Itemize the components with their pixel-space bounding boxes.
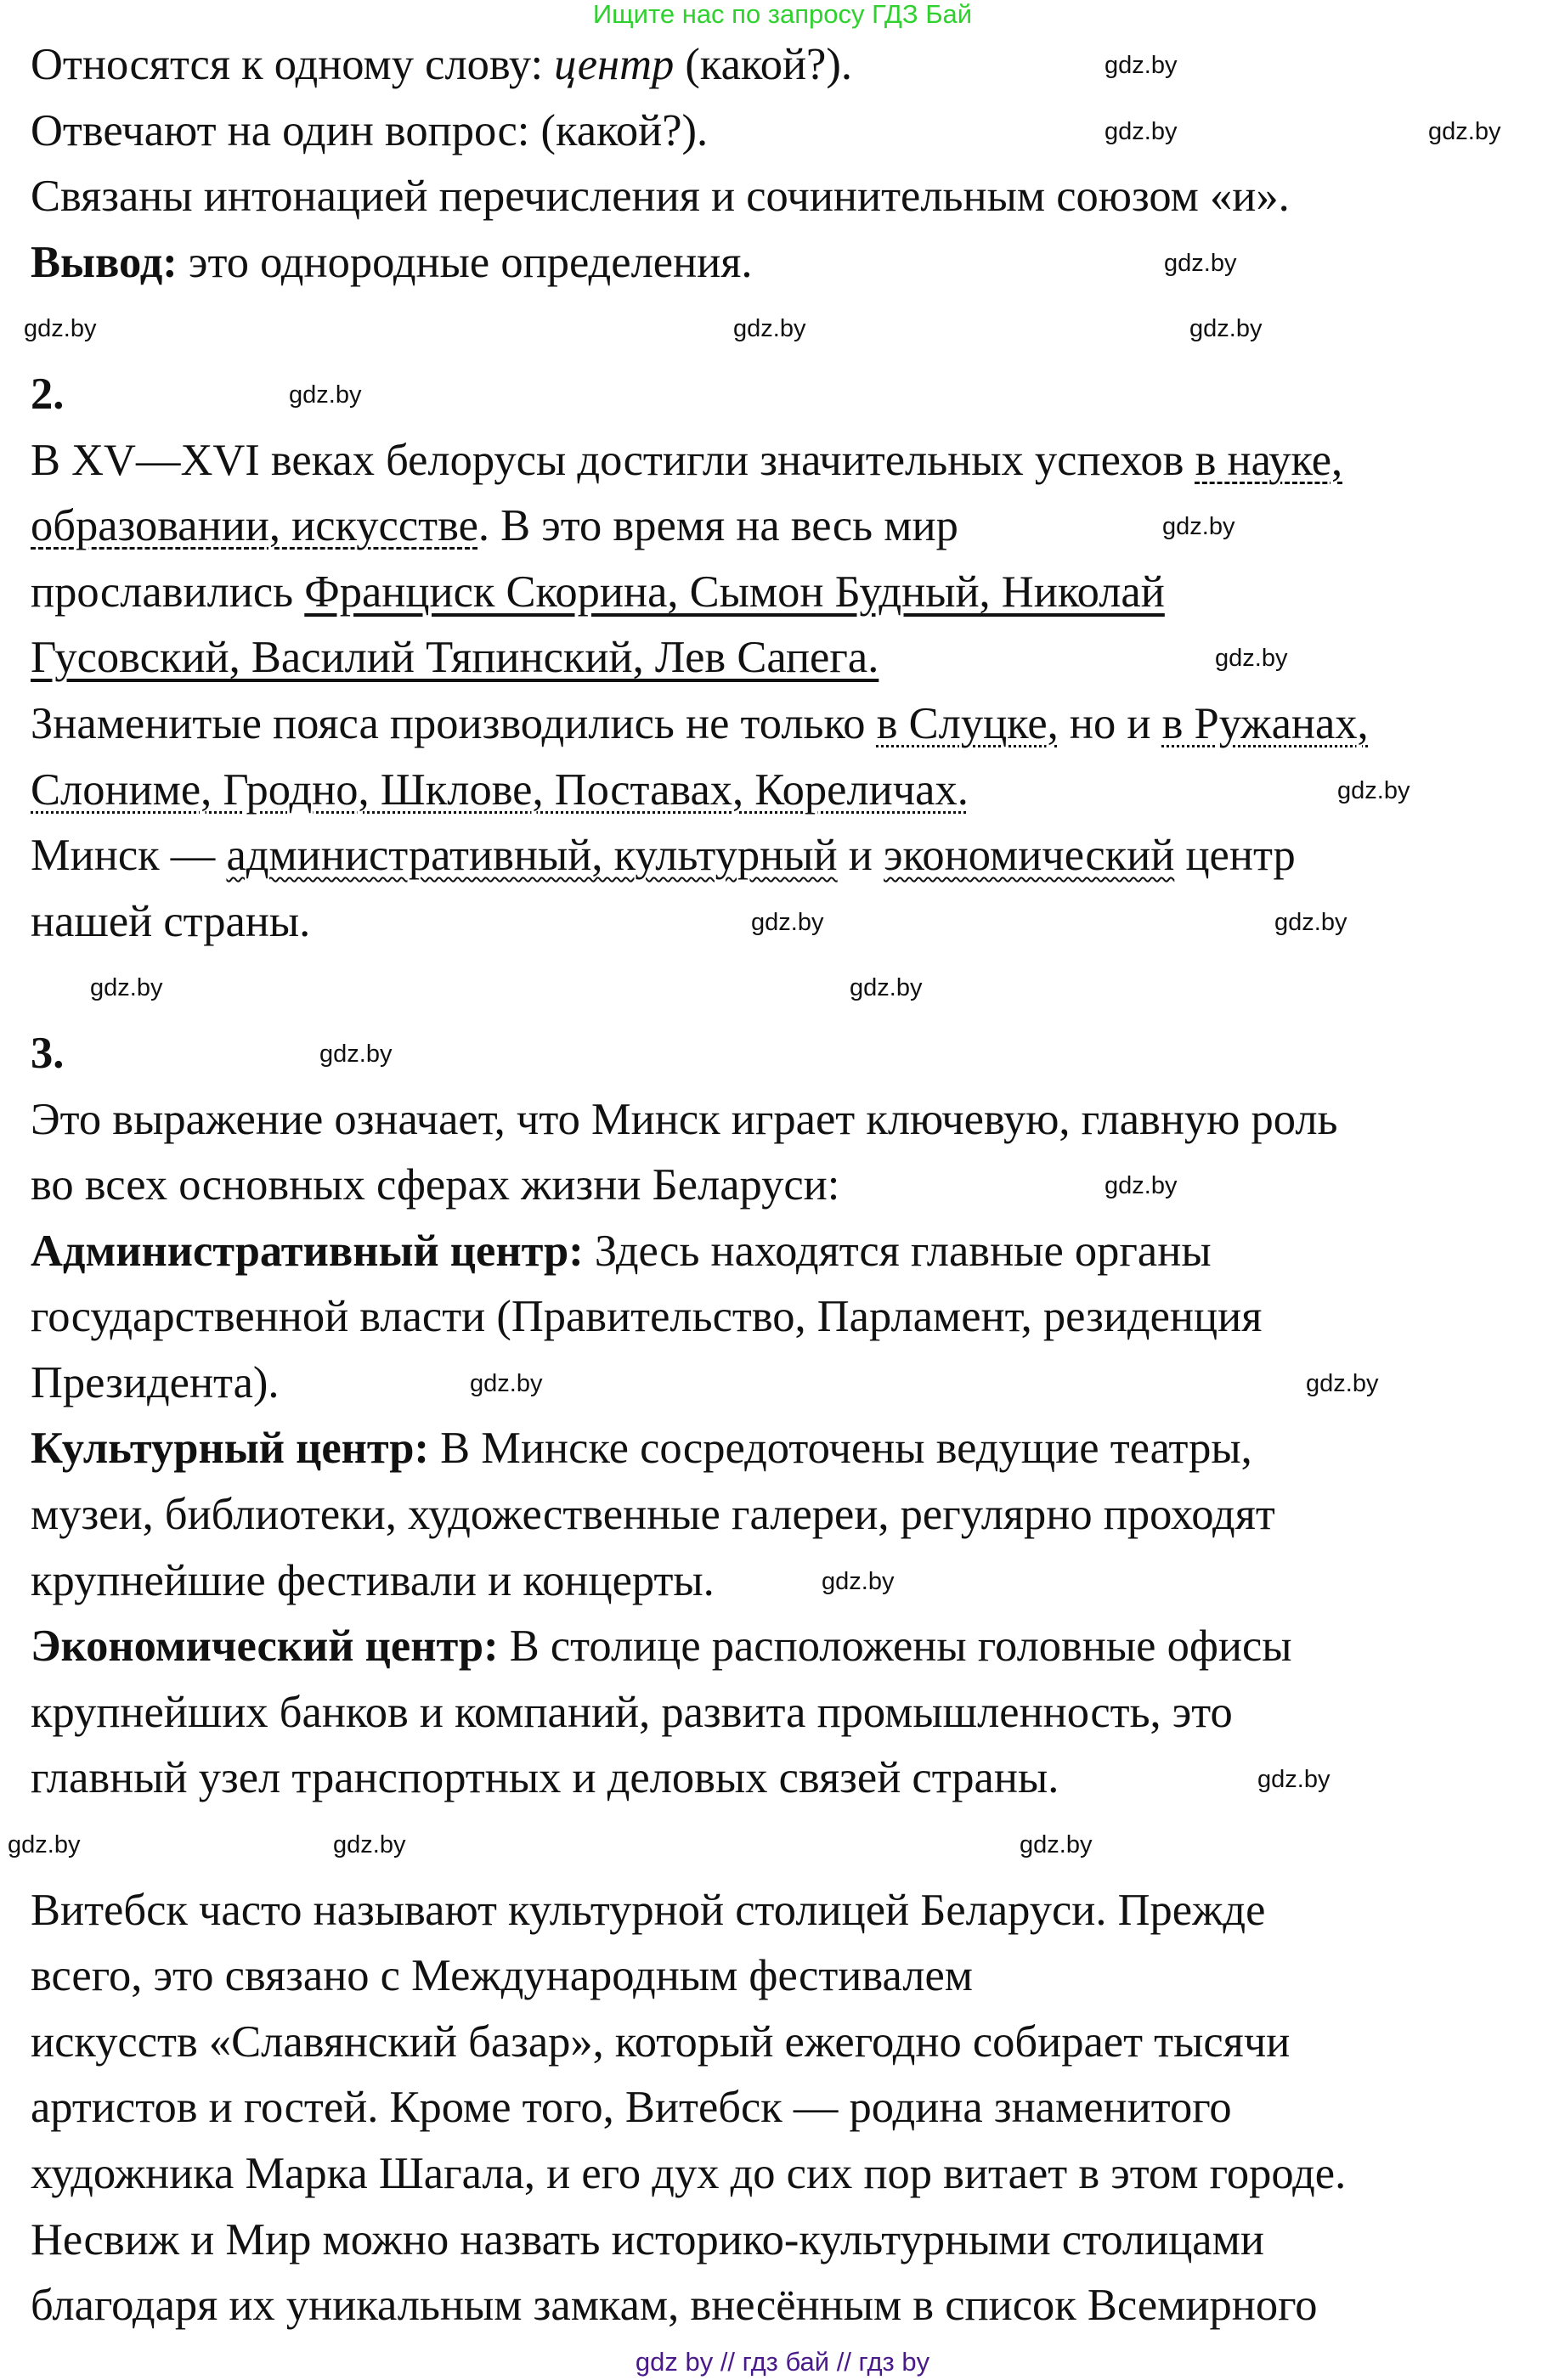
blank-line <box>31 1812 1369 1878</box>
underlined-phrase: образовании, искусстве <box>31 501 478 551</box>
text-line <box>31 1746 1369 1812</box>
text-line <box>31 1021 1369 1087</box>
watermark-text: gdz.by <box>1306 1370 1379 1397</box>
text-line <box>31 2141 1369 2208</box>
text-segment: . В это время на весь мир <box>477 501 958 551</box>
bold-heading: Административный центр: <box>31 1226 584 1276</box>
underlined-phrase: в науке, <box>1195 435 1343 485</box>
watermark-text: gdz.by <box>822 1567 895 1595</box>
underlined-phrase: в Слуцке, <box>876 698 1059 748</box>
text-line <box>31 1614 1369 1680</box>
watermark-text: gdz.by <box>1020 1831 1093 1859</box>
text-segment: но и <box>1058 698 1162 748</box>
text-segment: искусств «Славянский базар», который ежегодно собирает тысячи <box>31 2016 1291 2067</box>
text-line <box>31 2208 1369 2274</box>
text-segment: Минск — <box>31 831 227 881</box>
search-banner: Ищите нас по запросу ГДЗ Бай <box>592 0 973 29</box>
watermark-text: gdz.by <box>8 1831 81 1859</box>
text-segment: Здесь находятся главные органы <box>583 1226 1212 1276</box>
text-line <box>31 1943 1369 2010</box>
text-segment: В XV—XVI веках белорусы достигли значительных успехов <box>31 435 1195 485</box>
watermark-text: gdz.by <box>1189 315 1263 343</box>
text-segment: всего, это связано с Международным фестивалем <box>31 1951 973 2001</box>
underlined-phrase: в Ружанах, <box>1161 698 1369 748</box>
text-segment: крупнейшие фестивали и концерты. <box>31 1555 715 1605</box>
text-segment: во всех основных сферах жизни Беларуси: <box>31 1160 840 1210</box>
watermark-text: gdz.by <box>1105 1172 1178 1200</box>
bold-heading: 2. <box>31 369 65 419</box>
text-segment: это однородные определения. <box>177 237 753 287</box>
text-line <box>31 2075 1369 2141</box>
text-segment: Знаменитые пояса производились не только <box>31 698 877 748</box>
text-line <box>31 758 1369 824</box>
watermark-text: gdz.by <box>319 1041 393 1068</box>
watermark-text: gdz.by <box>1274 908 1347 936</box>
text-line <box>31 164 1369 230</box>
text-segment: (какой?). <box>674 40 852 89</box>
watermark-text: gdz.by <box>289 381 362 409</box>
watermark-text: gdz.by <box>1105 52 1178 79</box>
text-line <box>31 1878 1369 1944</box>
bold-heading: Культурный центр: <box>31 1424 429 1474</box>
watermark-text: gdz.by <box>24 315 97 343</box>
text-segment: В столице расположены головные офисы <box>498 1621 1292 1672</box>
text-segment: Президента). <box>31 1357 280 1407</box>
text-segment: нашей страны. <box>31 896 311 946</box>
text-line <box>31 1416 1369 1482</box>
watermark-text: gdz.by <box>333 1831 406 1859</box>
text-segment: крупнейших банков и компаний, развита промышленность, это <box>31 1687 1233 1737</box>
text-line <box>31 1087 1369 1153</box>
text-line <box>31 1680 1369 1746</box>
bold-heading: 3. <box>31 1028 65 1078</box>
watermark-text: gdz.by <box>751 908 824 936</box>
text-segment: Это выражение означает, что Минск играет ключевую, главную роль <box>31 1094 1338 1144</box>
text-line <box>31 691 1369 758</box>
text-segment: художника Марка Шагала, и его дух до сих пор витает в этом городе. <box>31 2149 1347 2198</box>
bold-heading: Экономический центр: <box>31 1621 499 1672</box>
watermark-text: gdz.by <box>90 974 163 1002</box>
watermark-text: gdz.by <box>470 1370 543 1397</box>
underlined-phrase: Гусовский, Василий Тяпинский, Лев Сапега. <box>31 633 879 683</box>
text-segment: Витебск часто называют культурной столицей Беларуси. Прежде <box>31 1885 1266 1935</box>
text-segment: В Минске сосредоточены ведущие театры, <box>429 1424 1252 1474</box>
text-line <box>31 823 1369 889</box>
blank-line <box>31 955 1369 1021</box>
underlined-phrase: экономический <box>884 831 1175 881</box>
text-line <box>31 428 1369 494</box>
text-line <box>31 889 1369 956</box>
watermark-text: gdz.by <box>1215 645 1288 673</box>
text-line <box>31 1482 1369 1548</box>
watermark-text: gdz.by <box>1162 513 1235 541</box>
text-segment: и <box>837 831 884 881</box>
text-segment: центр <box>1174 831 1296 881</box>
blank-line <box>31 296 1369 362</box>
text-line <box>31 1219 1369 1285</box>
watermark-text: gdz.by <box>1105 117 1178 145</box>
text-line <box>31 560 1369 626</box>
underlined-phrase: административный, культурный <box>226 831 838 881</box>
text-segment: Несвиж и Мир можно назвать историко-культурными столицами <box>31 2214 1264 2264</box>
text-line <box>31 2010 1369 2076</box>
watermark-text: gdz.by <box>1337 776 1410 804</box>
text-segment: центр <box>554 40 675 89</box>
watermark-text: gdz.by <box>1257 1765 1331 1793</box>
text-segment: артистов и гостей. Кроме того, Витебск — родина знаменитого <box>31 2083 1232 2133</box>
watermark-text: gdz.by <box>1164 249 1237 277</box>
text-line <box>31 1351 1369 1417</box>
text-segment: главный узел транспортных и деловых связей страны. <box>31 1753 1059 1803</box>
footer-banner: gdz by // гдз бай // гдз by <box>635 2347 930 2377</box>
text-segment: Связаны интонацией перечисления и сочинительным союзом «и». <box>31 172 1290 222</box>
watermark-text: gdz.by <box>1428 117 1501 145</box>
text-segment: благодаря их уникальным замкам, внесённым в список Всемирного <box>31 2281 1318 2331</box>
text-segment: прославились <box>31 567 305 617</box>
text-line <box>31 2273 1369 2339</box>
text-line <box>31 625 1369 691</box>
text-line <box>31 362 1369 428</box>
text-segment: Относятся к одному слову: <box>31 40 555 89</box>
watermark-text: gdz.by <box>850 974 923 1002</box>
text-segment: Отвечают на один вопрос: (какой?). <box>31 105 709 155</box>
text-segment: государственной власти (Правительство, Парламент, резиденция <box>31 1292 1263 1342</box>
underlined-phrase: Слониме, Гродно, Шклове, Поставах, Кореличах. <box>31 764 969 815</box>
text-line <box>31 1284 1369 1351</box>
text-segment: музеи, библиотеки, художественные галереи, регулярно проходят <box>31 1490 1275 1540</box>
watermark-text: gdz.by <box>733 315 806 343</box>
text-line <box>31 1548 1369 1615</box>
bold-heading: Вывод: <box>31 237 178 287</box>
underlined-phrase: Франциск Скорина, Сымон Будный, Николай <box>304 567 1165 617</box>
